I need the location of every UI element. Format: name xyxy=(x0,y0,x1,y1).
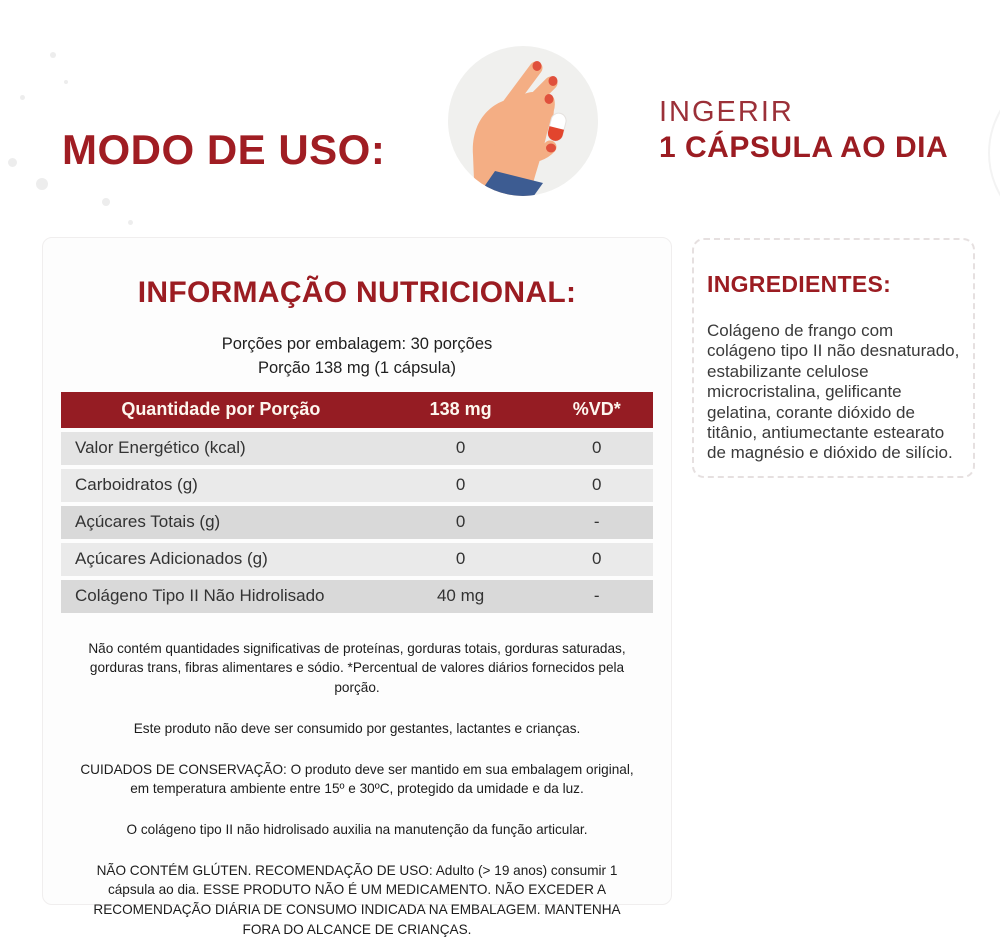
table-row xyxy=(61,543,653,576)
nutrition-table xyxy=(61,392,653,613)
decor-dot xyxy=(64,80,68,84)
note-storage: CUIDADOS DE CONSERVAÇÃO: O produto deve ser mantido em sua embalagem original, em temperatura ambiente entre 15º e 30ºC, protegido da umidade e da luz. xyxy=(80,761,634,797)
usage-heading: MODO DE USO: xyxy=(62,126,386,174)
table-row xyxy=(61,580,653,613)
usage-instruction xyxy=(659,96,948,165)
nutrient-amount: 40 mg xyxy=(436,586,485,606)
nutrient-amount: 0 xyxy=(455,512,466,532)
header-vd: %VD* xyxy=(572,399,621,420)
nutrition-table-header xyxy=(61,392,653,428)
decor-ring xyxy=(988,68,1000,238)
decor-dot xyxy=(50,52,56,58)
table-row xyxy=(61,506,653,539)
table-row xyxy=(61,469,653,502)
nutrient-vd: 0 xyxy=(592,549,602,569)
nutrient-name: Açúcares Totais (g) xyxy=(75,512,221,532)
table-row xyxy=(61,432,653,465)
usage-instruction-line1: INGERIR xyxy=(659,96,794,128)
nutrient-name: Açúcares Adicionados (g) xyxy=(75,549,268,569)
nutrient-amount: 0 xyxy=(455,438,466,458)
ingredients-title: INGREDIENTES: xyxy=(707,271,892,297)
ingredients-text: Colágeno de frango com colágeno tipo II não desnaturado, estabilizante celulose microcristalina, gelificante gelatina, corante dióxido de titânio, antiumectante estearato de magnésio e dióxido de silício. xyxy=(707,321,960,463)
nutrient-name: Colágeno Tipo II Não Hidrolisado xyxy=(75,586,325,606)
note-benefit: O colágeno tipo II não hidrolisado auxilia na manutenção da função articular. xyxy=(126,822,588,837)
nutrition-panel xyxy=(42,237,672,937)
note-recommendation: NÃO CONTÉM GLÚTEN. RECOMENDAÇÃO DE USO: Adulto (> 19 anos) consumir 1 cápsula ao dia. ESSE PRODUTO NÃO É UM MEDICAMENTO. NÃO EXCEDER A RECOMENDAÇÃO DIÁRIA DE CONSUMO INDICADA NA EMBALAGEM. MANTENHA FORA DO ALCANCE DE CRIANÇAS. xyxy=(93,862,621,937)
hand-holding-capsule-illustration xyxy=(447,45,599,197)
note-daily-values: Não contém quantidades significativas de proteínas, gorduras totais, gorduras saturadas, gorduras trans, fibras alimentares e sódio. *Percentual de valores diários fornecidos pela porção. xyxy=(88,640,626,696)
nutrient-name: Carboidratos (g) xyxy=(75,475,198,495)
nutrient-amount: 0 xyxy=(455,549,466,569)
decor-dot xyxy=(8,158,17,167)
portion-size: Porção 138 mg (1 cápsula) xyxy=(257,358,457,377)
decor-dot xyxy=(36,178,48,190)
nutrient-vd: 0 xyxy=(592,438,602,458)
nutrient-vd: - xyxy=(593,512,600,532)
nutrient-amount: 0 xyxy=(455,475,466,495)
ingredients-box xyxy=(692,238,975,478)
label-notes xyxy=(61,639,653,940)
usage-instruction-line2: 1 CÁPSULA AO DIA xyxy=(659,131,949,164)
header-amount: 138 mg xyxy=(429,399,492,420)
note-restrictions: Este produto não deve ser consumido por gestantes, lactantes e crianças. xyxy=(133,720,581,736)
nutrient-vd: - xyxy=(593,586,600,606)
nutrient-name: Valor Energético (kcal) xyxy=(75,438,246,458)
nutrition-title: INFORMAÇÃO NUTRICIONAL: xyxy=(137,275,577,309)
hand-holding-capsule-icon xyxy=(447,45,599,197)
nutrient-vd: 0 xyxy=(592,475,602,495)
decor-dot xyxy=(102,198,110,206)
decor-dot xyxy=(128,220,133,225)
decor-dot xyxy=(20,95,25,100)
header-quantity-per-portion: Quantidade por Porção xyxy=(121,399,321,420)
servings-per-package: Porções por embalagem: 30 porções xyxy=(221,334,493,353)
